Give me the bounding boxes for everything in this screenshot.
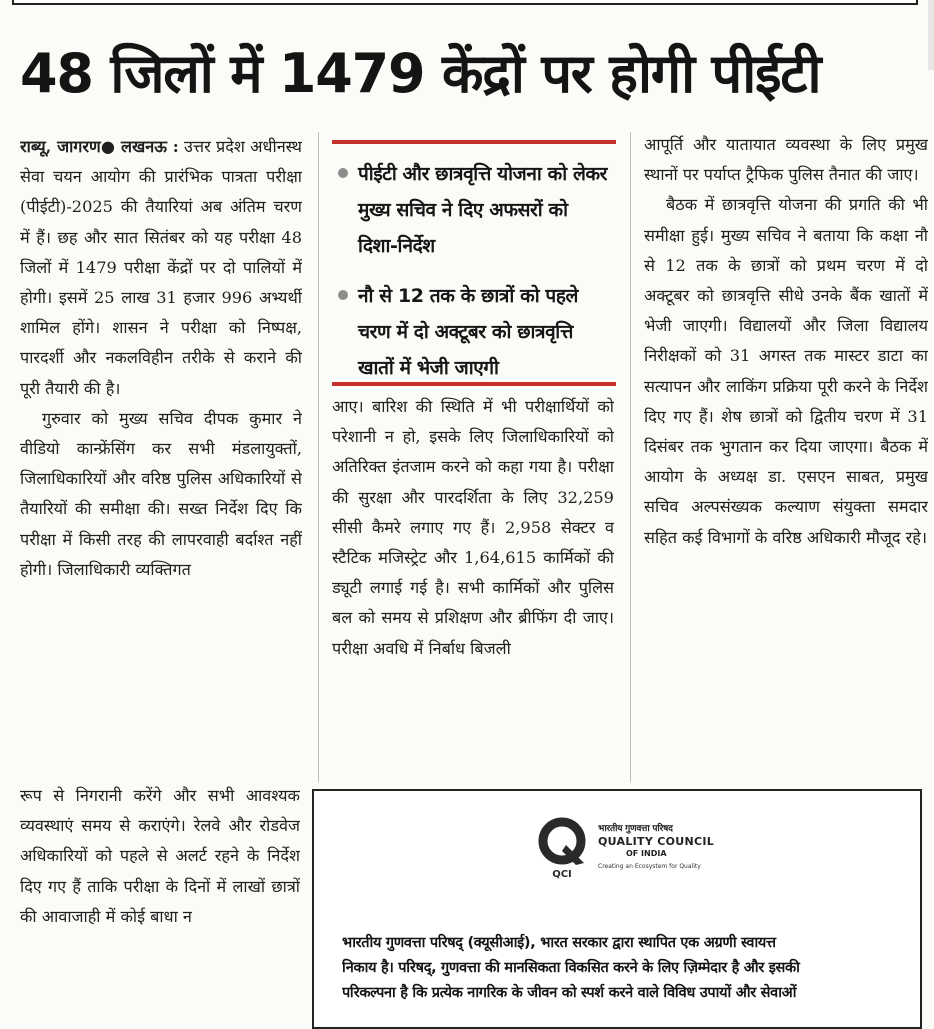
qci-logo-text — [598, 823, 798, 873]
top-box-edge — [12, 0, 918, 5]
paragraph-5: आपूर्ति और यातायात व्यवस्था के लिए प्रमुख स्थानों पर पर्याप्त ट्रैफिक पुलिस तैनात की जाए। — [644, 135, 928, 185]
ad-body — [342, 931, 902, 1006]
qci-advertisement — [312, 789, 922, 1029]
byline: राब्यू, जागरण● लखनऊ : — [20, 137, 179, 156]
bullet-icon — [338, 168, 348, 178]
ad-line: भारतीय गुणवत्ता परिषद् (क्यूसीआई), भारत सरकार द्वारा स्थापित एक अग्रणी स्वायत्त — [342, 935, 776, 951]
paragraph-1-text: उत्तर प्रदेश अधीनस्थ सेवा चयन आयोग की प्रारंभिक पात्रता परीक्षा (पीईटी)-2025 की तैयारियां अब अंतिम चरण में हैं। छह और सात सितंबर को यह परीक्षा 48 जिलों में 1479 परीक्षा केंद्रों पर दो पालियों में होगी। इसमें 25 लाख 31 हजार 996 अभ्यर्थी शामिल होंगे। शासन ने परीक्षा को निष्पक्ष, पारदर्शी और नकलविहीन तरीके से कराने की पूरी तैयारी की है। — [20, 137, 302, 398]
qci-english-name: QUALITY COUNCIL — [598, 835, 715, 848]
column-divider — [630, 132, 631, 782]
highlights-box — [332, 140, 616, 386]
qci-tagline: Creating an Ecosystem for Quality — [598, 863, 701, 870]
column-1 — [20, 132, 302, 782]
highlight-text: पीईटी और छात्रवृत्ति योजना को लेकर मुख्य सचिव ने दिए अफसरों को दिशा-निर्देश — [358, 163, 608, 257]
paragraph-1 — [20, 132, 302, 404]
qci-abbr: QCI — [552, 869, 572, 879]
page-edge — [928, 0, 934, 70]
qci-hindi-name: भारतीय गुणवत्ता परिषद — [598, 824, 673, 834]
highlight-item — [334, 278, 610, 386]
qci-logo-icon — [536, 817, 592, 879]
paragraph-6: बैठक में छात्रवृत्ति योजना की प्रगति की भी समीक्षा हुई। मुख्य सचिव ने बताया कि कक्षा नौ से 12 तक के छात्रों को प्रथम चरण में दो अक्टूबर को छात्रवृत्ति सीधे उनके बैंक खातों में भेजी जाएगी। विद्यालयों और जिला विद्यालय निरीक्षकों को 31 अगस्त तक मास्टर डाटा का सत्यापन और लाकिंग प्रक्रिया पूरी करने के निर्देश दिए गए हैं। शेष छात्रों को द्वितीय चरण में 31 दिसंबर तक भुगतान कर दिया जाएगा। बैठक में आयोग के अध्यक्ष डा. एसएन साबत, प्रमुख सचिव अल्पसंख्यक कल्याण संयुक्ता समदार सहित कई विभागों के वरिष्ठ अधिकारी मौजूद रहे। — [644, 195, 928, 547]
column-3 — [644, 130, 928, 780]
qci-logo — [536, 817, 796, 887]
qci-of-india: OF INDIA — [626, 849, 667, 858]
ad-line: परिकल्पना है कि प्रत्येक नागरिक के जीवन को स्पर्श करने वाले विविध उपायों और सेवाओं — [342, 985, 797, 1001]
ad-line: निकाय है। परिषद्, गुणवत्ता की मानसिकता विकसित करने के लिए ज़िम्मेदार है और इसकी — [342, 960, 800, 976]
column-divider — [318, 132, 319, 782]
highlight-item — [334, 156, 610, 264]
paragraph-2: गुरुवार को मुख्य सचिव दीपक कुमार ने वीडियो कान्फ्रेंसिंग कर सभी मंडलायुक्तों, जिलाधिकारियों और वरिष्ठ पुलिस अधिकारियों से तैयारियों की समीक्षा की। सख्त निर्देश दिए कि परीक्षा में किसी तरह की लापरवाही बर्दाश्त नहीं होगी। जिलाधिकारी व्यक्तिगत — [20, 408, 302, 579]
column-2 — [332, 392, 614, 782]
paragraph-3: रूप से निगरानी करेंगे और सभी आवश्यक व्यवस्थाएं समय से कराएंगे। रेलवे और रोडवेज अधिकारियों को पहले से अलर्ट रहने के निर्देश दिए गए हैं ताकि परीक्षा के दिनों में लाखों छात्रों की आवाजाही में कोई बाधा न — [20, 786, 300, 926]
bullet-icon — [338, 290, 348, 300]
highlight-text: नौ से 12 तक के छात्रों को पहले चरण में दो अक्टूबर को छात्रवृत्ति खातों में भेजी जाएगी — [358, 285, 578, 379]
paragraph-4: आए। बारिश की स्थिति में भी परीक्षार्थियों को परेशानी न हो, इसके लिए जिलाधिकारियों को अतिरिक्त इंतजाम करने को कहा गया है। परीक्षा की सुरक्षा और पारदर्शिता के लिए 32,259 सीसी कैमरे लगाए गए हैं। 2,958 सेक्टर व स्टैटिक मजिस्ट्रेट और 1,64,615 कार्मिकों की ड्यूटी लगाई गई है। सभी कार्मिकों और पुलिस बल को समय से प्रशिक्षण और ब्रीफिंग दी जाए। परीक्षा अवधि में निर्बाध बिजली — [332, 397, 614, 658]
headline: 48 जिलों में 1479 केंद्रों पर होगी पीईटी — [20, 42, 821, 105]
column-1-continued — [20, 781, 300, 1013]
